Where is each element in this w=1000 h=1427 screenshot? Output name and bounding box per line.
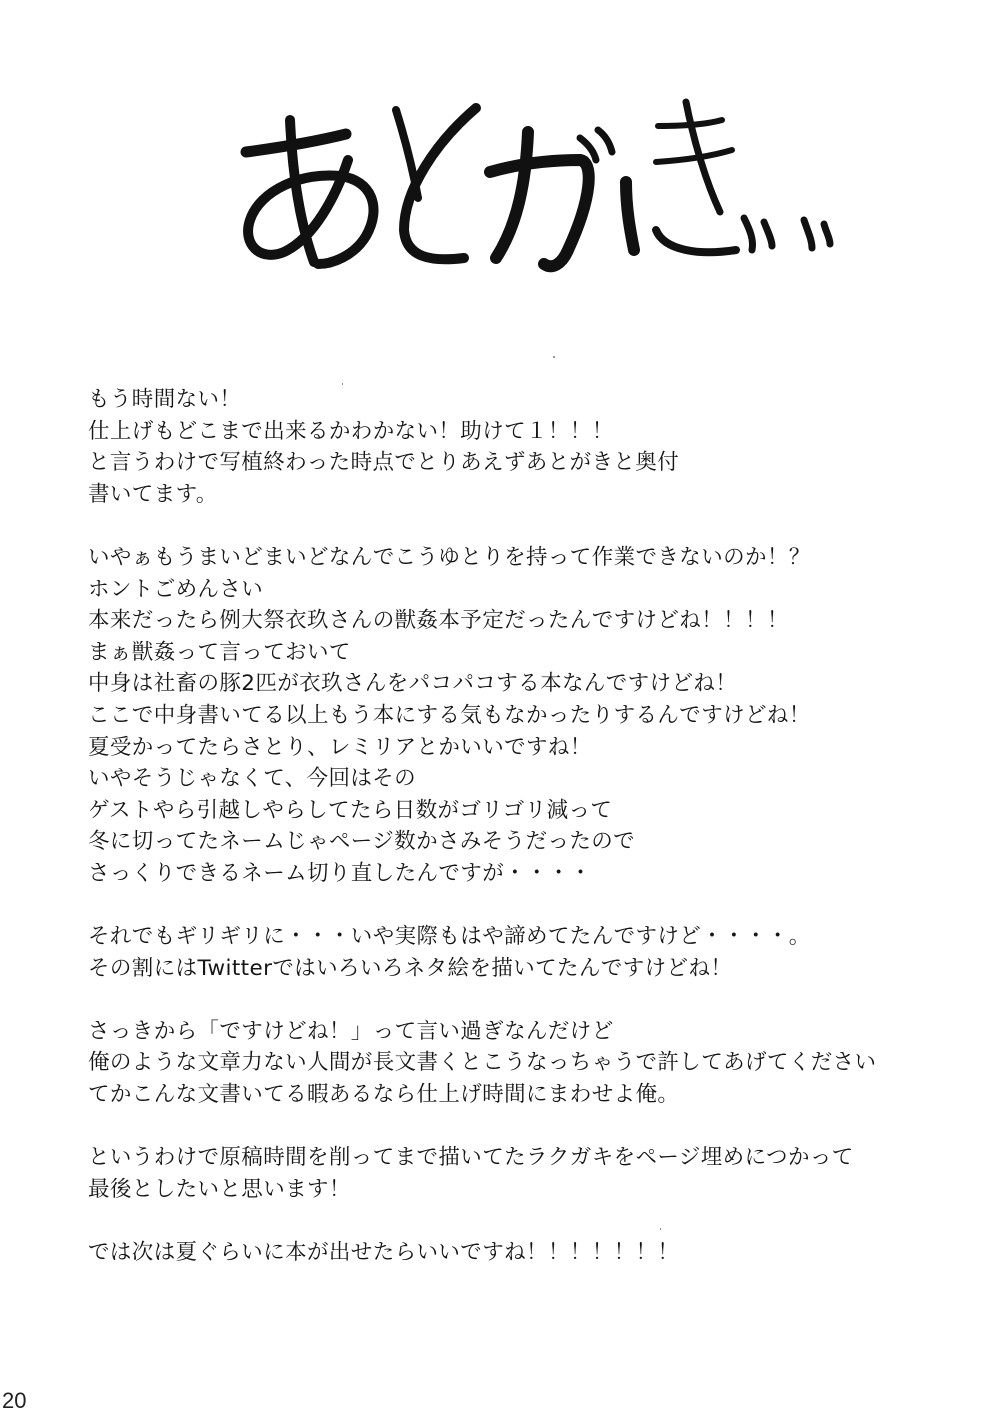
text-line: 仕上げもどこまで出来るかわかない！助けて１！！！ [88,418,614,444]
text-line: その割にはTwitterではいろいろネタ絵を描いてたんですけどね！ [88,955,733,981]
text-line: ホントごめんさい [88,576,264,602]
paragraph [88,921,968,984]
text-line: ここで中身書いてる以上もう本にする気もなかったりするんですけどね！ [88,702,811,728]
page-number: 20 [2,1388,27,1413]
text-line: まぁ獣姦って言っておいて [88,639,351,665]
text-line: 本来だったら例大祭衣玖さんの獣姦本予定だったんですけどね！！！！ [88,608,789,634]
text-line: 書いてます。 [88,481,218,507]
text-line: てかこんな文書いてる暇あるなら仕上げ時間にまわせよ俺。 [88,1082,680,1108]
afterword-body [88,384,968,1269]
text-line: 夏受かってたらさとり、レミリアとかいいですね！ [88,734,592,760]
text-line: 中身は社畜の豚2匹が衣玖さんをパコパコする本なんですけどね！ [88,671,738,697]
text-line: もう時間ない！ [88,387,242,412]
text-line: では次は夏ぐらいに本が出せたらいいですね！！！！！！！ [88,1240,680,1266]
text-line: いやぁもうまいどまいどなんでこうゆとりを持って作業できないのか！？ [88,544,811,570]
paragraph [88,542,968,890]
paragraph [88,384,968,510]
text-line: と言うわけで写植終わった時点でとりあえずあとがきと奥付 [88,450,680,476]
text-line: 冬に切ってたネームじゃページ数かさみそうだったので [88,829,636,855]
text-line: さっくりできるネーム切り直したんですが・・・・ [88,860,592,886]
paragraph [88,1237,968,1269]
paragraph [88,1016,968,1111]
dust-speck [553,356,555,358]
text-line: いやそうじゃなくて、今回はその [88,766,417,792]
text-line: さっきから「ですけどね！」って言い過ぎなんだけど [88,1018,614,1044]
handwritten-title-brush-art [228,80,848,290]
text-line: ゲストやら引越しやらしてたら日数がゴリゴリ減って [88,797,613,823]
text-line: それでもギリギリに・・・いや実際もはや諦めてたんですけど・・・・。 [88,924,811,950]
handwritten-title [228,80,848,290]
paragraph [88,1142,968,1205]
text-line: 俺のような文章力ない人間が長文書くとこうなっちゃうで許してあげてください [88,1050,877,1076]
text-line: というわけで原稿時間を削ってまで描いてたラクガキをページ埋めにつかって [88,1145,854,1171]
text-line: 最後としたいと思います！ [88,1176,351,1202]
